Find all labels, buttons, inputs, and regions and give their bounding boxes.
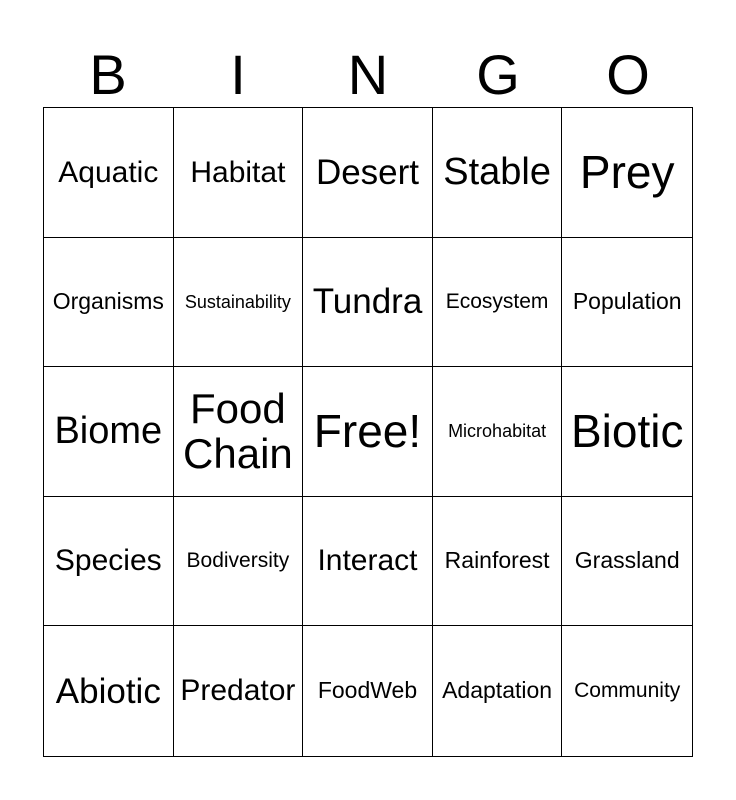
header-letter-o: O [606, 43, 650, 106]
bingo-cell: Adaptation [433, 626, 563, 756]
bingo-cell: Abiotic [44, 626, 174, 756]
bingo-header [43, 44, 693, 106]
bingo-cell: Rainforest [433, 497, 563, 627]
bingo-cell: Food Chain [174, 367, 304, 497]
header-letter-n: N [347, 43, 389, 106]
bingo-cell: Biome [44, 367, 174, 497]
bingo-cell: FoodWeb [303, 626, 433, 756]
bingo-cell: Tundra [303, 238, 433, 368]
bingo-cell: Sustainability [174, 238, 304, 368]
bingo-cell: Bodiversity [174, 497, 304, 627]
bingo-cell: Aquatic [44, 108, 174, 238]
free-space: Free! [303, 367, 433, 497]
bingo-cell: Microhabitat [433, 367, 563, 497]
bingo-cell: Habitat [174, 108, 304, 238]
bingo-cell: Ecosystem [433, 238, 563, 368]
bingo-cell: Community [574, 679, 681, 703]
bingo-board [43, 107, 693, 757]
bingo-cell: Prey [562, 108, 692, 238]
header-letter-b: B [89, 43, 127, 106]
bingo-cell: Biotic [562, 367, 692, 497]
bingo-cell: Population [562, 238, 692, 368]
bingo-cell: Grassland [562, 497, 692, 627]
bingo-cell: Interact [303, 497, 433, 627]
bingo-cell: Predator [174, 626, 304, 756]
bingo-cell: Stable [433, 108, 563, 238]
bingo-cell: Organisms [44, 238, 174, 368]
header-letter-g: G [476, 43, 520, 106]
header-letter-i: I [230, 43, 246, 106]
bingo-cell: Species [44, 497, 174, 627]
bingo-cell: Desert [303, 108, 433, 238]
